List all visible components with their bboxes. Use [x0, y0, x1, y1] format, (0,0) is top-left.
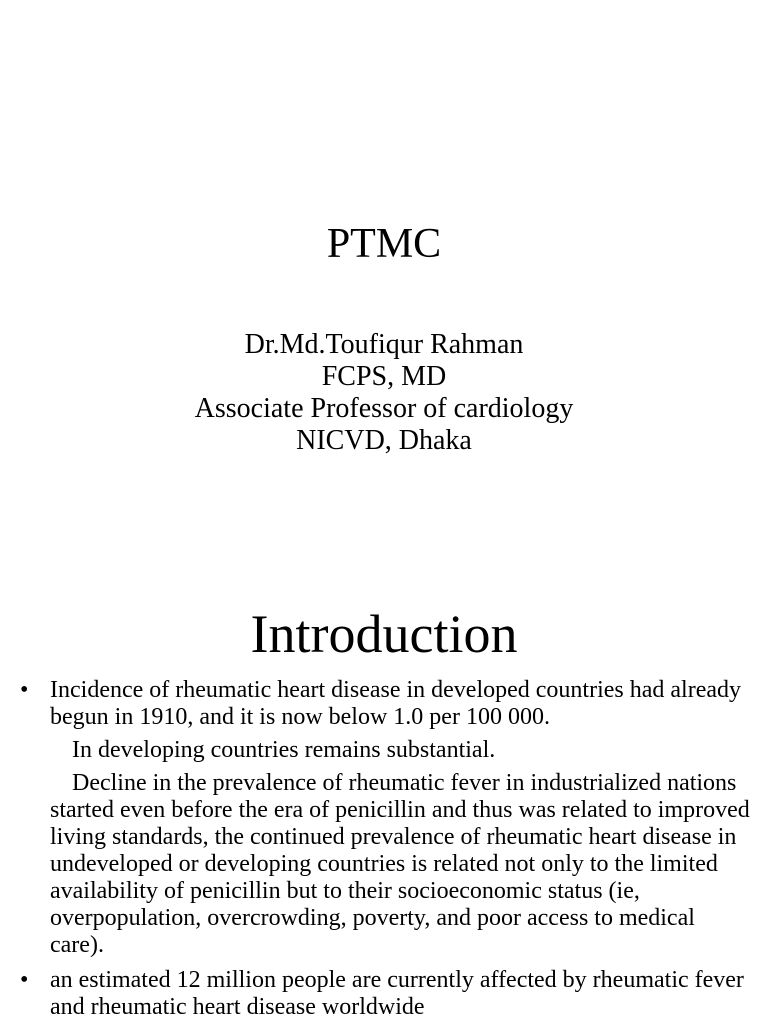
introduction-title: Introduction: [250, 604, 518, 664]
bullet-item: [0, 677, 768, 731]
introduction-slide: [0, 576, 768, 1024]
author-position: Associate Professor of cardiology: [194, 393, 574, 424]
slide-title: PTMC: [326, 221, 442, 267]
bullet-icon: •: [20, 967, 29, 993]
author-institution: NICVD, Dhaka: [296, 425, 472, 456]
bullet-icon: •: [20, 677, 29, 703]
bullet-text: an estimated 12 million people are currently affected by rheumatic fever and rheumatic heart disease worldwide: [50, 967, 744, 1020]
author-block: [0, 329, 768, 457]
author-name: Dr.Md.Toufiqur Rahman: [244, 329, 524, 360]
bullet-item: [0, 967, 768, 1021]
sub-paragraph: In developing countries remains substantial.: [72, 737, 496, 763]
bullet-text: Incidence of rheumatic heart disease in developed countries had already begun in 1910, and it is now below 1.0 per 100 000.: [50, 677, 742, 730]
author-degrees: FCPS, MD: [321, 361, 447, 392]
introduction-body: [0, 677, 768, 1021]
sub-paragraph: Decline in the prevalence of rheumatic fever in industrialized nations started even before the era of penicillin and thus was related to improved living standards, the continued prevalence of rheumatic heart disease in undeveloped or developing countries is related not only to the limited availability of penicillin but to their socioeconomic status (ie, overpopulation, overcrowding, poverty, and poor access to medical care).: [50, 770, 750, 958]
